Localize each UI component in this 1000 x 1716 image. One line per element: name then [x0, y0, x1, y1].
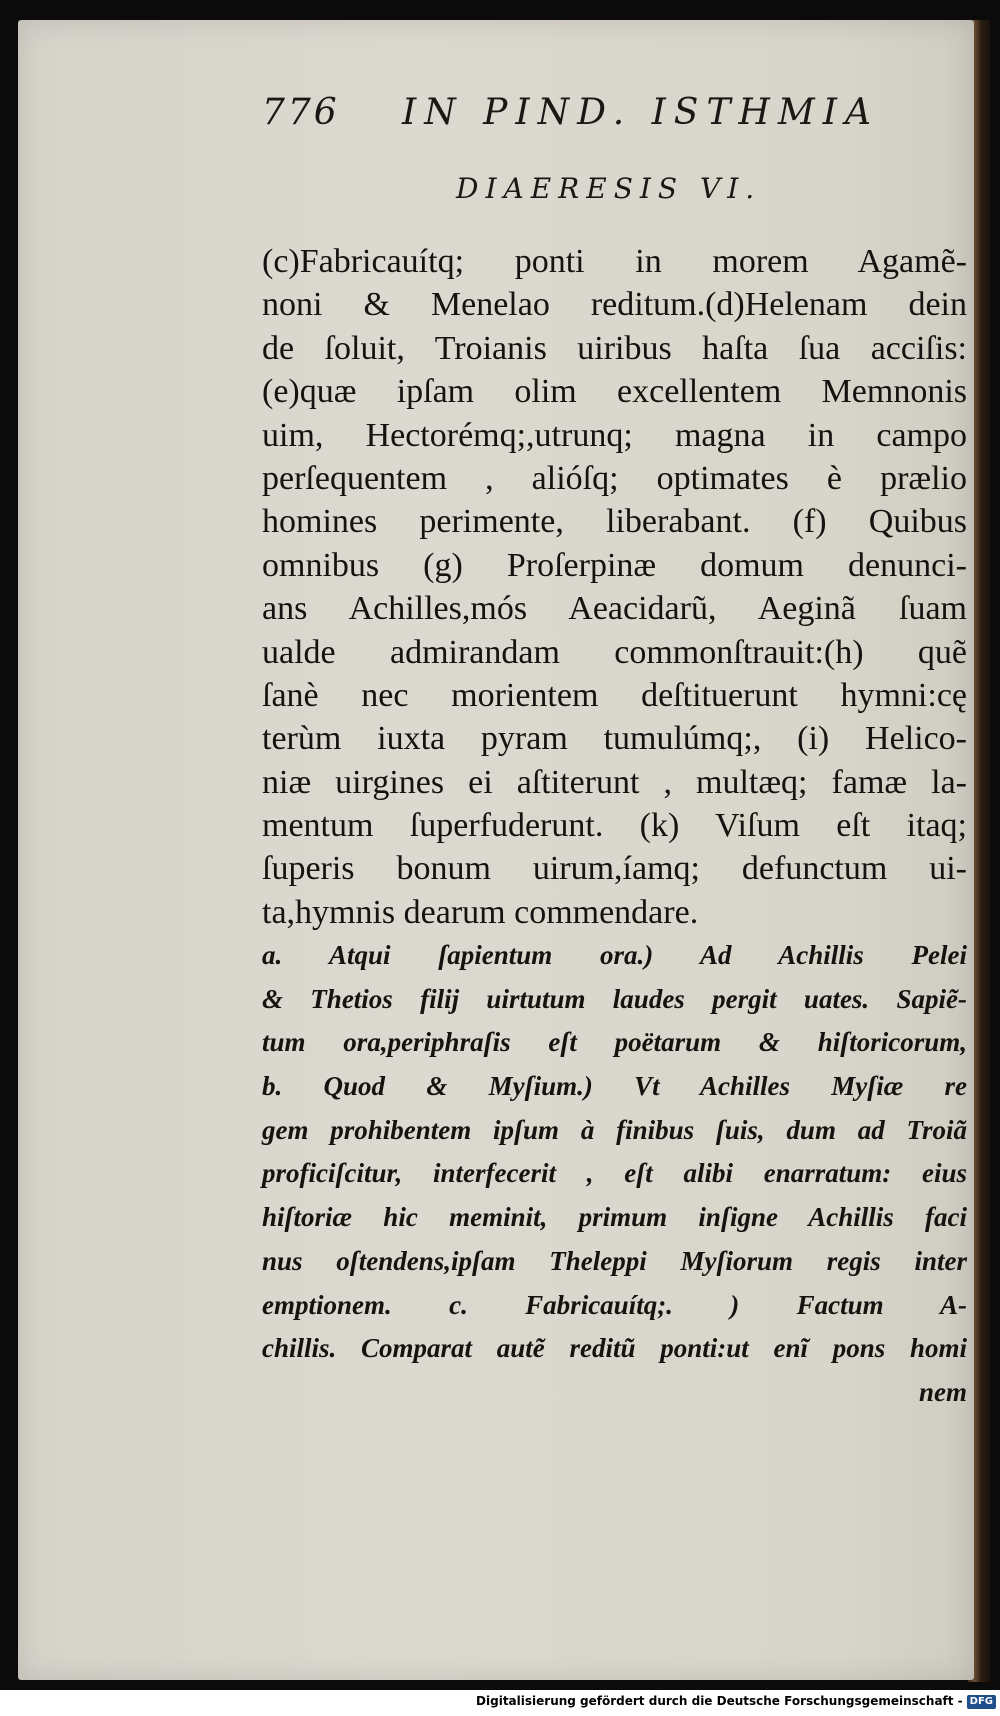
text-line: niæ uirgines ei aſtiterunt , multæq; famæ la-	[262, 763, 967, 801]
text-line: ſuperis bonum uirum,íamq; defunctum ui-	[262, 850, 967, 888]
text-line: ualde admirandam commonſtrauit:(h) quẽ	[262, 633, 967, 671]
text-line: ans Achilles,mós Aeacidarũ, Aeginã ſuam	[262, 590, 967, 628]
text-line: ta,hymnis dearum commendare.	[262, 893, 699, 931]
text-line: perſequentem , alióſq; optimates è prælio	[262, 459, 967, 497]
text-line: mentum ſuperfuderunt. (k) Viſum eſt itaq;	[262, 807, 967, 845]
running-header	[262, 92, 902, 142]
note-line: tum ora,periphraſis eſt poëtarum & hiſtoricorum,	[262, 1027, 967, 1058]
note-line: nus oſtendens,ipſam Theleppi Myſiorum regis inter	[262, 1245, 967, 1276]
credit-text: Digitalisierung gefördert durch die Deutsche Forschungsgemeinschaft -	[476, 1694, 963, 1708]
text-line: uim, Hectorémq;,utrunq; magna in campo	[262, 416, 967, 454]
commentary-notes	[262, 934, 967, 1415]
text-line: noni & Menelao reditum.(d)Helenam dein	[262, 286, 967, 324]
note-line: a. Atqui ſapientum ora.) Ad Achillis Pelei	[262, 940, 967, 970]
catchword: nem	[918, 1376, 967, 1407]
text-line: (c)Fabricauítq; ponti in morem Agamẽ-	[262, 243, 967, 280]
page-number: 776	[262, 92, 340, 133]
note-line: proficiſcitur, interfecerit , eſt alibi enarratum: eius	[262, 1158, 967, 1189]
text-line: de ſoluit, Troianis uiribus haſta ſua acciſis:	[262, 329, 967, 367]
note-line: b. Quod & Myſium.) Vt Achilles Myſiæ re	[262, 1071, 967, 1102]
main-text	[262, 240, 967, 934]
running-title: IN PIND. ISTHMIA	[402, 92, 879, 133]
note-line: & Thetios filij uirtutum laudes pergit uates. Sapiẽ-	[262, 983, 967, 1014]
text-line: (e)quæ ipſam olim excellentem Memnonis	[262, 373, 967, 411]
note-line: emptionem. c. Fabricauítq;. ) Factum A-	[262, 1289, 967, 1320]
section-title: DIAERESIS VI.	[456, 172, 762, 205]
text-line: omnibus (g) Proſerpinæ domum denunci-	[262, 546, 967, 584]
note-line: gem prohibentem ipſum à finibus ſuis, dum ad Troiã	[262, 1114, 967, 1145]
text-line: ſanè nec morientem deſtituerunt hymni:cę	[262, 676, 967, 714]
note-line: chillis. Comparat autẽ reditũ ponti:ut enĩ pons homi	[262, 1333, 967, 1364]
note-line: hiſtoriæ hic meminit, primum inſigne Achillis faci	[262, 1202, 967, 1233]
dfg-logo: DFG	[967, 1695, 996, 1709]
text-line: homines perimente, liberabant. (f) Quibus	[262, 503, 967, 541]
text-line: terùm iuxta pyram tumulúmq;, (i) Helico-	[262, 720, 967, 758]
digitization-credit	[0, 1694, 996, 1714]
